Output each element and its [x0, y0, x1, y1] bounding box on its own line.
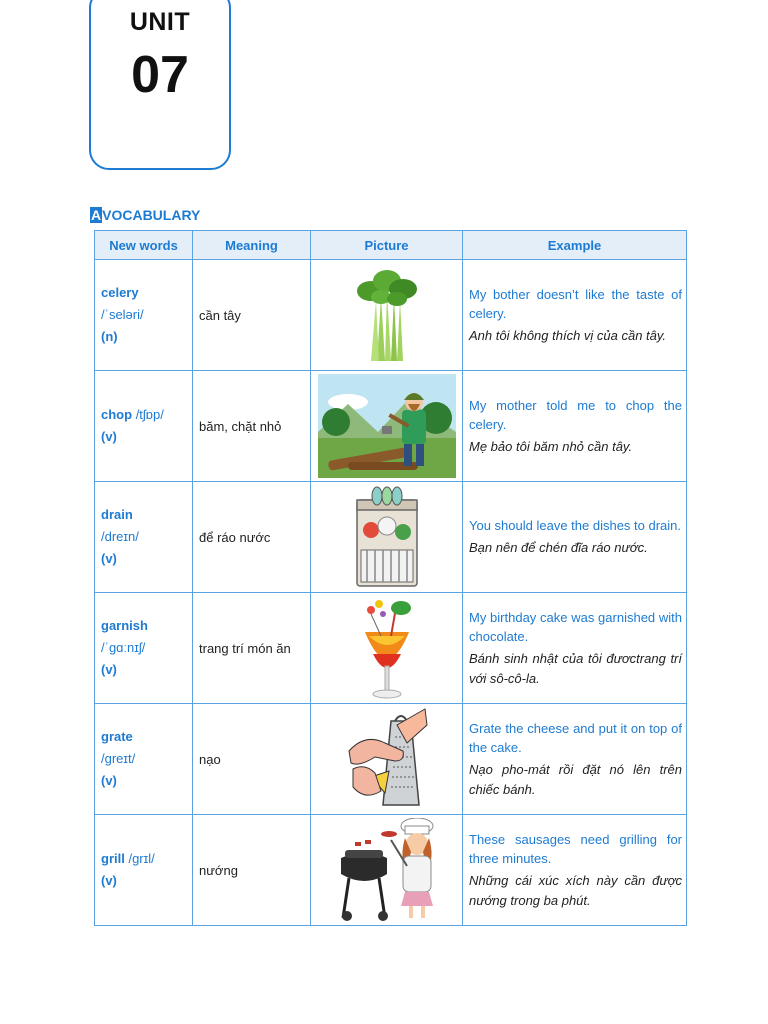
example-english: My birthday cake was garnished with chocolate.: [469, 609, 682, 644]
table-row: [95, 815, 687, 926]
example-english: You should leave the dishes to drain.: [469, 518, 682, 533]
word-term: garnish: [101, 618, 148, 633]
example-vietnamese: Mẹ bảo tôi băm nhỏ cần tây.: [469, 438, 633, 454]
word-term: chop: [101, 407, 133, 422]
example-cell: [463, 482, 687, 593]
meaning-cell: băm, chặt nhỏ: [193, 371, 311, 482]
word-term: grate: [101, 729, 133, 744]
word-line: [101, 404, 186, 426]
example-vietnamese: Anh tôi không thích vị của cần tây.: [469, 327, 667, 343]
meaning-cell: để ráo nước: [193, 482, 311, 593]
example-vietnamese: Bạn nên để chén đĩa ráo nước.: [469, 540, 648, 555]
unit-number: 07: [131, 46, 189, 104]
word-part-of-speech: (v): [101, 873, 117, 888]
picture-cell: [311, 704, 463, 815]
word-pronunciation: /tʃɒp/: [135, 407, 164, 422]
word-pronunciation: /ɡrɪl/: [128, 851, 155, 866]
word-part-of-speech: (v): [101, 429, 117, 444]
unit-box: [89, 0, 231, 170]
word-line: [101, 848, 186, 870]
example-cell: [463, 371, 687, 482]
section-title: VOCABULARY: [102, 207, 201, 223]
table-row: [95, 704, 687, 815]
word-cell: [95, 815, 193, 926]
meaning-cell: cần tây: [193, 260, 311, 371]
word-term: drain: [101, 507, 133, 522]
example-cell: [463, 593, 687, 704]
example-cell: [463, 815, 687, 926]
vocabulary-table: [94, 230, 687, 926]
example-english: These sausages need grilling for three minutes.: [469, 831, 682, 866]
word-cell: [95, 482, 193, 593]
picture-cell: [311, 815, 463, 926]
example-english: My mother told me to chop the celery.: [469, 397, 682, 432]
word-cell: [95, 260, 193, 371]
example-cell: [463, 704, 687, 815]
grill-chef-icon: [335, 818, 439, 922]
table-row: [95, 371, 687, 482]
table-row: [95, 482, 687, 593]
word-part-of-speech: (v): [101, 551, 117, 566]
meaning-cell: nạo: [193, 704, 311, 815]
word-cell: [95, 704, 193, 815]
word-term: celery: [101, 285, 139, 300]
table-header-row: [95, 231, 687, 260]
word-pronunciation: /ˈseləri/: [101, 307, 144, 322]
celery-icon: [347, 267, 427, 363]
table-row: [95, 260, 687, 371]
word-pronunciation: /dreɪn/: [101, 529, 139, 544]
cocktail-icon: [357, 596, 417, 700]
cheese-grater-icon: [345, 707, 429, 811]
word-part-of-speech: (n): [101, 329, 118, 344]
example-vietnamese: Nạo pho-mát rồi đặt nó lên trên chiếc bánh.: [469, 761, 682, 797]
picture-cell: [311, 260, 463, 371]
meaning-cell: nướng: [193, 815, 311, 926]
section-letter: A: [91, 207, 102, 223]
example-english: My bother doesn’t like the taste of celery.: [469, 286, 682, 321]
word-pronunciation: /ɡreɪt/: [101, 751, 136, 766]
word-part-of-speech: (v): [101, 773, 117, 788]
word-cell: [95, 593, 193, 704]
example-vietnamese: Bánh sinh nhật của tôi đươctrang trí với sô-cô-la.: [469, 650, 682, 686]
example-vietnamese: Những cái xúc xích này cần được nướng trong ba phút.: [469, 872, 682, 908]
example-cell: [463, 260, 687, 371]
word-cell: [95, 371, 193, 482]
example-english: Grate the cheese and put it on top of the cake.: [469, 720, 682, 755]
picture-cell: [311, 482, 463, 593]
section-heading: [90, 207, 200, 223]
table-row: [95, 593, 687, 704]
picture-cell: [311, 593, 463, 704]
header-picture: Picture: [311, 231, 463, 260]
lumberjack-icon: [318, 374, 456, 478]
picture-cell: [311, 371, 463, 482]
header-new-words: New words: [95, 231, 193, 260]
header-example: Example: [463, 231, 687, 260]
dish-rack-icon: [347, 486, 427, 588]
unit-label: UNIT: [129, 8, 191, 36]
meaning-cell: trang trí món ăn: [193, 593, 311, 704]
word-part-of-speech: (v): [101, 662, 117, 677]
header-meaning: Meaning: [193, 231, 311, 260]
word-pronunciation: /ˈɡɑːnɪʃ/: [101, 640, 146, 655]
word-term: grill: [101, 851, 125, 866]
